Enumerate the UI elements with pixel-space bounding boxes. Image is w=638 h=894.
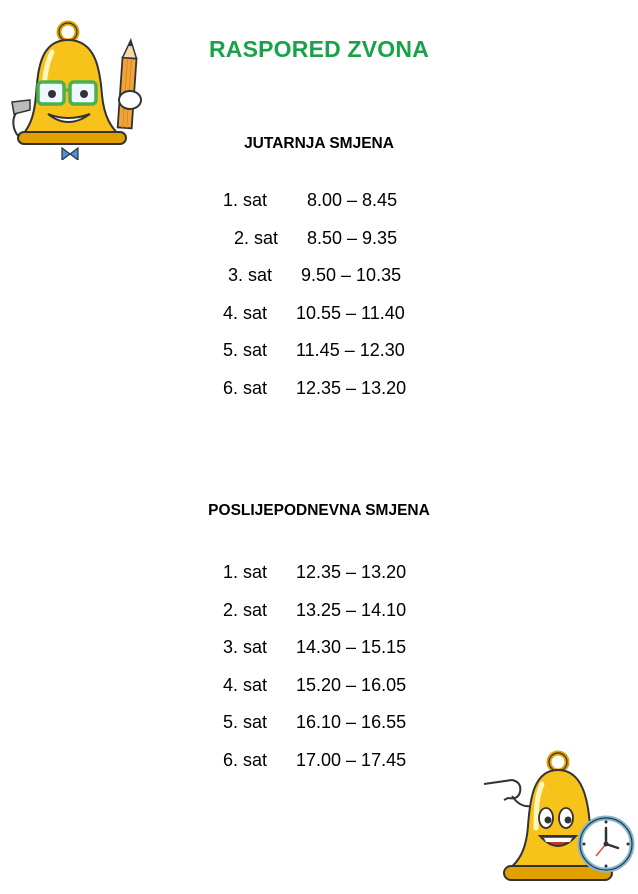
time-range: 12.35 – 13.20 <box>296 377 407 398</box>
time-range: 17.00 – 17.45 <box>296 749 407 770</box>
period-label: 4. sat <box>222 674 267 695</box>
table-row <box>0 228 638 266</box>
period-label: 2. sat <box>222 599 267 620</box>
afternoon-shift-heading: POSLIJEPODNEVNA SMJENA <box>208 502 430 519</box>
period-label: 3. sat <box>227 265 272 286</box>
period-label: 1. sat <box>222 190 267 210</box>
period-label: 2. sat <box>233 227 278 248</box>
morning-shift-heading: JUTARNJA SMJENA <box>244 135 394 152</box>
period-label: 1. sat <box>222 562 267 582</box>
table-row <box>0 712 638 750</box>
period-label: 4. sat <box>222 302 267 323</box>
table-row <box>0 637 638 675</box>
time-range: 8.00 – 8.45 <box>307 190 398 210</box>
time-range: 10.55 – 11.40 <box>296 302 405 323</box>
table-row <box>0 190 638 228</box>
period-label: 5. sat <box>222 712 267 733</box>
table-row <box>0 600 638 638</box>
period-label: 6. sat <box>222 749 267 770</box>
time-range: 12.35 – 13.20 <box>296 562 407 582</box>
table-row <box>0 675 638 713</box>
table-row <box>0 340 638 378</box>
table-row <box>0 378 638 416</box>
period-label: 6. sat <box>222 377 267 398</box>
time-range: 9.50 – 10.35 <box>301 265 402 286</box>
morning-schedule <box>0 190 638 416</box>
time-range: 16.10 – 16.55 <box>296 712 407 733</box>
time-range: 8.50 – 9.35 <box>307 227 398 248</box>
time-range: 15.20 – 16.05 <box>296 674 407 695</box>
table-row <box>0 562 638 600</box>
time-range: 11.45 – 12.30 <box>296 340 405 361</box>
table-row <box>0 265 638 303</box>
period-label: 3. sat <box>222 637 267 658</box>
time-range: 14.30 – 15.15 <box>296 637 407 658</box>
time-range: 13.25 – 14.10 <box>296 599 407 620</box>
page-title: RASPORED ZVONA <box>208 36 430 62</box>
table-row <box>0 303 638 341</box>
bell-mascot-clock-icon <box>478 748 638 888</box>
period-label: 5. sat <box>222 340 267 361</box>
